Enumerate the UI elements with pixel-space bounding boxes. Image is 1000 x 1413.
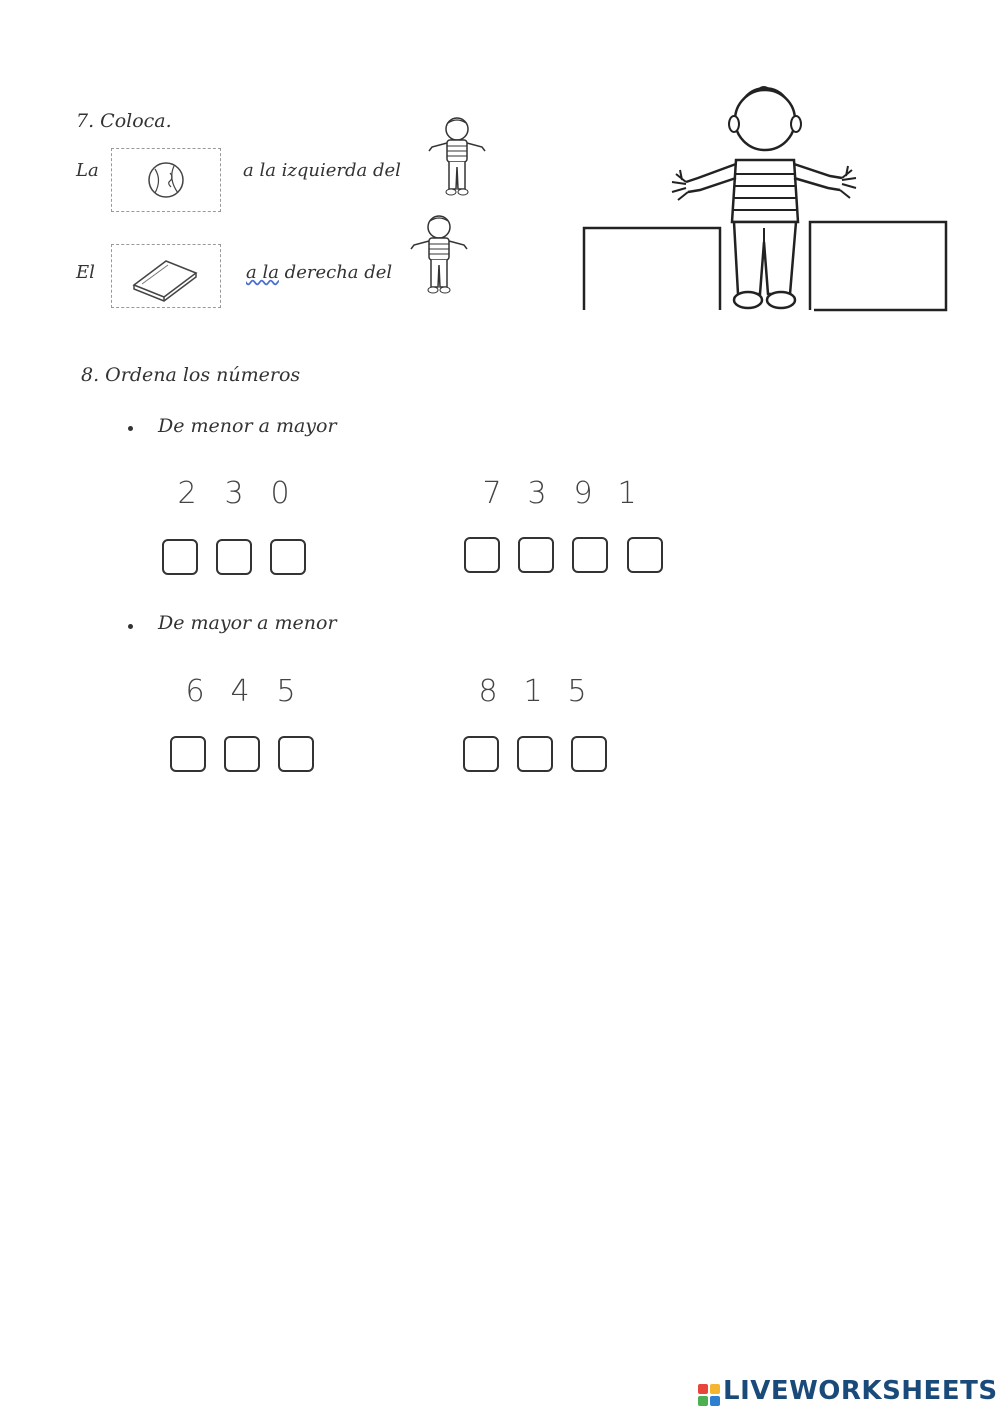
answer-box[interactable] (518, 537, 554, 573)
book-icon[interactable] (112, 245, 220, 307)
drop-box-ball[interactable] (111, 148, 221, 212)
logo-square (710, 1396, 720, 1406)
digit: 1 (617, 476, 637, 511)
liveworksheets-logo (698, 1376, 998, 1406)
digit: 5 (567, 674, 587, 709)
digit: 6 (185, 674, 205, 709)
digit: 4 (230, 674, 250, 709)
answer-box[interactable] (517, 736, 553, 772)
digit-set-3 (174, 674, 308, 709)
bullet-2 (128, 624, 133, 629)
ball-icon[interactable] (112, 149, 220, 211)
digit-set-4 (466, 674, 598, 709)
section7-title: 7. Coloca. (76, 110, 172, 132)
row2-article: El (76, 262, 95, 283)
boy-large-icon (578, 82, 953, 314)
digit-set-2 (470, 476, 648, 511)
answer-box[interactable] (162, 539, 198, 575)
logo-square (698, 1384, 708, 1394)
logo-square (698, 1396, 708, 1406)
section8-title: 8. Ordena los números (81, 364, 301, 386)
digit: 8 (478, 674, 498, 709)
drop-box-book[interactable] (111, 244, 221, 308)
answer-box[interactable] (278, 736, 314, 772)
answer-box[interactable] (464, 537, 500, 573)
digit: 7 (482, 476, 502, 511)
digit-set-1 (166, 476, 300, 511)
row2-phrase-rest: derecha del (278, 262, 393, 283)
digit: 2 (177, 476, 197, 511)
digit: 9 (573, 476, 593, 511)
row2-phrase (246, 262, 392, 283)
group2-label: De mayor a menor (158, 612, 337, 634)
logo-square (710, 1384, 720, 1394)
answer-box[interactable] (216, 539, 252, 575)
digit: 5 (276, 674, 296, 709)
boy-small-icon-1 (426, 115, 488, 197)
digit: 1 (523, 674, 543, 709)
row2-phrase-underlined: a la (246, 262, 279, 283)
logo-text: LIVEWORKSHEETS (723, 1376, 998, 1406)
answer-box[interactable] (170, 736, 206, 772)
answer-box[interactable] (270, 539, 306, 575)
group1-label: De menor a mayor (158, 415, 337, 437)
left-target-box[interactable] (584, 228, 720, 310)
digit: 3 (527, 476, 547, 511)
logo-mark-icon (698, 1384, 720, 1406)
answer-box[interactable] (571, 736, 607, 772)
boy-small-icon-2 (408, 213, 470, 295)
row1-phrase: a la izquierda del (243, 160, 401, 181)
answer-box[interactable] (572, 537, 608, 573)
answer-box[interactable] (463, 736, 499, 772)
right-target-box[interactable] (810, 222, 946, 310)
answer-box[interactable] (627, 537, 663, 573)
bullet-1 (128, 426, 133, 431)
digit: 0 (270, 476, 290, 511)
row1-article: La (76, 160, 99, 181)
digit: 3 (224, 476, 244, 511)
answer-box[interactable] (224, 736, 260, 772)
